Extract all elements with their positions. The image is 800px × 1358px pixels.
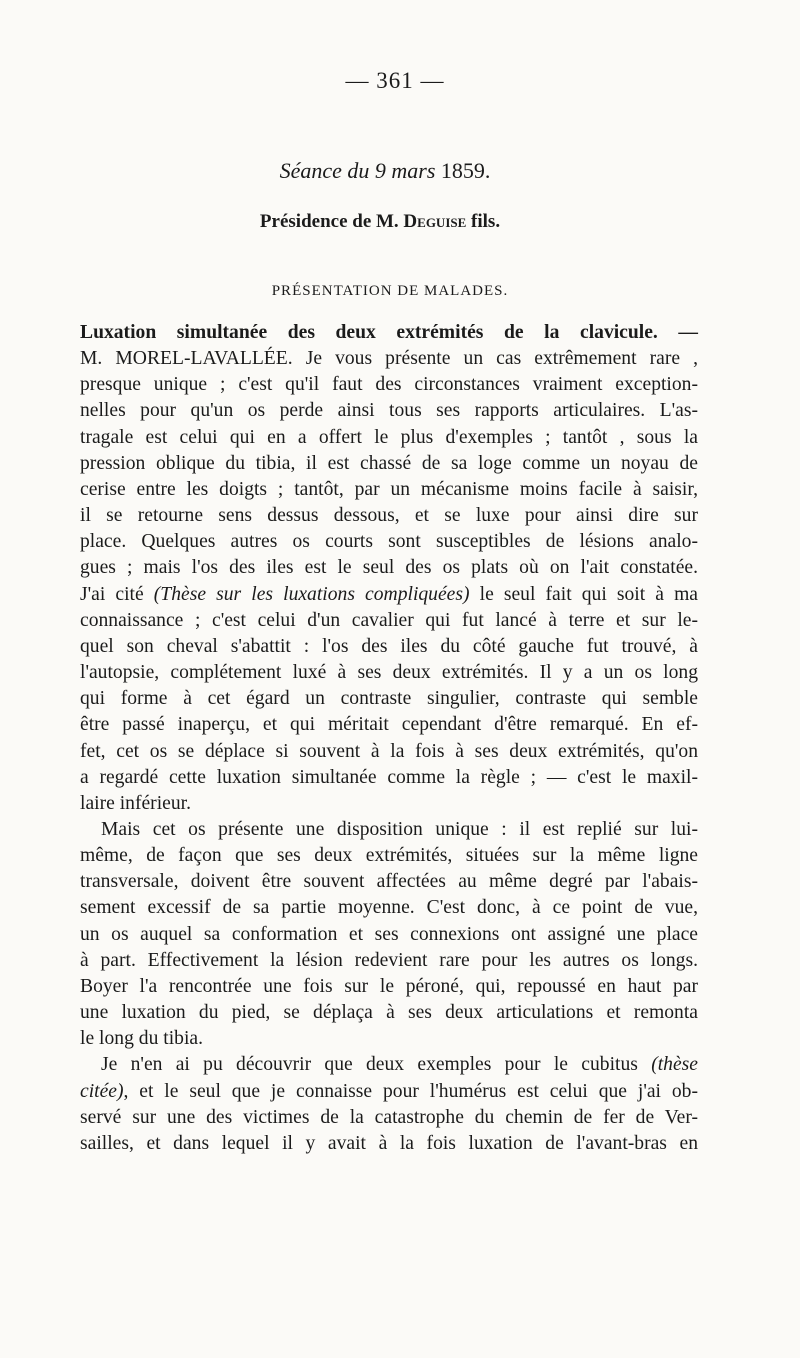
presidence-prefix: Présidence de xyxy=(259,211,376,232)
president-name: M. Deguise xyxy=(376,211,467,232)
text-line: quel son cheval s'abattit : l'os des iles du côté gauche fut trouvé, à xyxy=(80,635,698,657)
text-line: place. Quelques autres os courts sont susceptibles de lésions analo- xyxy=(80,531,698,553)
text-line: presque unique ; c'est qu'il faut des circonstances vraiment exception- xyxy=(80,374,698,396)
text-line: cerise entre les doigts ; tantôt, par un mécanisme moins facile à saisir, xyxy=(80,478,698,500)
article-title: Luxation simultanée des deux extrémités de la clavicule. — xyxy=(80,322,698,343)
text-line: servé sur une des victimes de la catastrophe du chemin de fer de Ver- xyxy=(80,1106,698,1128)
cited-thesis: (Thèse sur les luxations compliquées) xyxy=(153,583,470,605)
text-line: Mais cet os présente une disposition unique : il est replié sur lui- xyxy=(101,818,698,840)
presidence-suffix: fils. xyxy=(466,211,501,232)
page-number: — 361 — xyxy=(345,68,445,93)
text-line: qui forme à cet égard un contraste singulier, contraste qui semble xyxy=(80,688,698,710)
text-line: l'autopsie, complétement luxé à ses deux extrémités. Il y a un os long xyxy=(80,662,698,684)
cited-thesis: citée) xyxy=(80,1080,124,1102)
text-line: tragale est celui qui en a offert le plus d'exemples ; tantôt , sous la xyxy=(80,426,698,448)
text-line: sailles, et dans lequel il y avait à la fois luxation de l'avant-bras en xyxy=(80,1132,698,1154)
session-year: 1859. xyxy=(440,158,491,183)
text-line: à part. Effectivement la lésion redevient rare pour les autres os longs. xyxy=(80,949,698,971)
text-line: le long du tibia. xyxy=(80,1028,203,1050)
text-line: M. MOREL-LAVALLÉE. Je vous présente un cas extrêmement rare , xyxy=(80,348,699,370)
session-date: Séance du 9 mars xyxy=(279,158,441,183)
cited-thesis: (thèse xyxy=(651,1054,698,1076)
text-line: gues ; mais l'os des iles est le seul des os plats où on l'ait constatée. xyxy=(80,557,698,579)
text-line: nelles pour qu'un os perde ainsi tous ses rapports articulaires. L'as- xyxy=(80,400,698,422)
text-line: fet, cet os se déplace si souvent à la fois à ses deux extrémités, qu'on xyxy=(80,740,698,762)
text-line: être passé inaperçu, et qui méritait cependant d'être remarqué. En ef- xyxy=(80,714,698,736)
text-line: laire inférieur. xyxy=(80,792,191,814)
text-line: Je n'en ai pu découvrir que deux exemples pour le cubitus (thèse xyxy=(101,1054,698,1076)
text-line: un os auquel sa conformation et ses connexions ont assigné une place xyxy=(80,923,698,945)
text-line: une luxation du pied, se déplaça à ses deux articulations et remonta xyxy=(80,1002,698,1024)
text-line: pression oblique du tibia, il est chassé de sa loge comme un noyau de xyxy=(80,452,698,474)
text-line: Boyer l'a rencontrée une fois sur le péroné, qui, repoussé en haut par xyxy=(80,975,698,997)
session-heading xyxy=(0,158,770,184)
text-line: sement excessif de sa partie moyenne. C'est donc, à ce point de vue, xyxy=(80,897,698,919)
text-line: a regardé cette luxation simultanée comme la règle ; — c'est le maxil- xyxy=(80,766,698,788)
text-line: connaissance ; c'est celui d'un cavalier qui fut lancé à terre et sur le- xyxy=(80,609,698,631)
presidence-heading xyxy=(0,211,760,233)
text-line: J'ai cité (Thèse sur les luxations compliquées) le seul fait qui soit à ma xyxy=(80,583,699,605)
section-title: PRÉSENTATION DE MALADES. xyxy=(271,283,509,299)
author-name: M. MOREL-LAVALLÉE. xyxy=(80,348,293,370)
text-line: citée), et le seul que je connaisse pour l'humérus est celui que j'ai ob- xyxy=(80,1080,698,1102)
text-line: même, de façon que ses deux extrémités, situées sur la même ligne xyxy=(80,845,698,867)
article-body xyxy=(80,320,698,1157)
text-line: il se retourne sens dessus dessous, et se luxe pour ainsi dire sur xyxy=(80,505,698,527)
text-line: transversale, doivent être souvent affectées au même degré par l'abais- xyxy=(80,871,698,893)
